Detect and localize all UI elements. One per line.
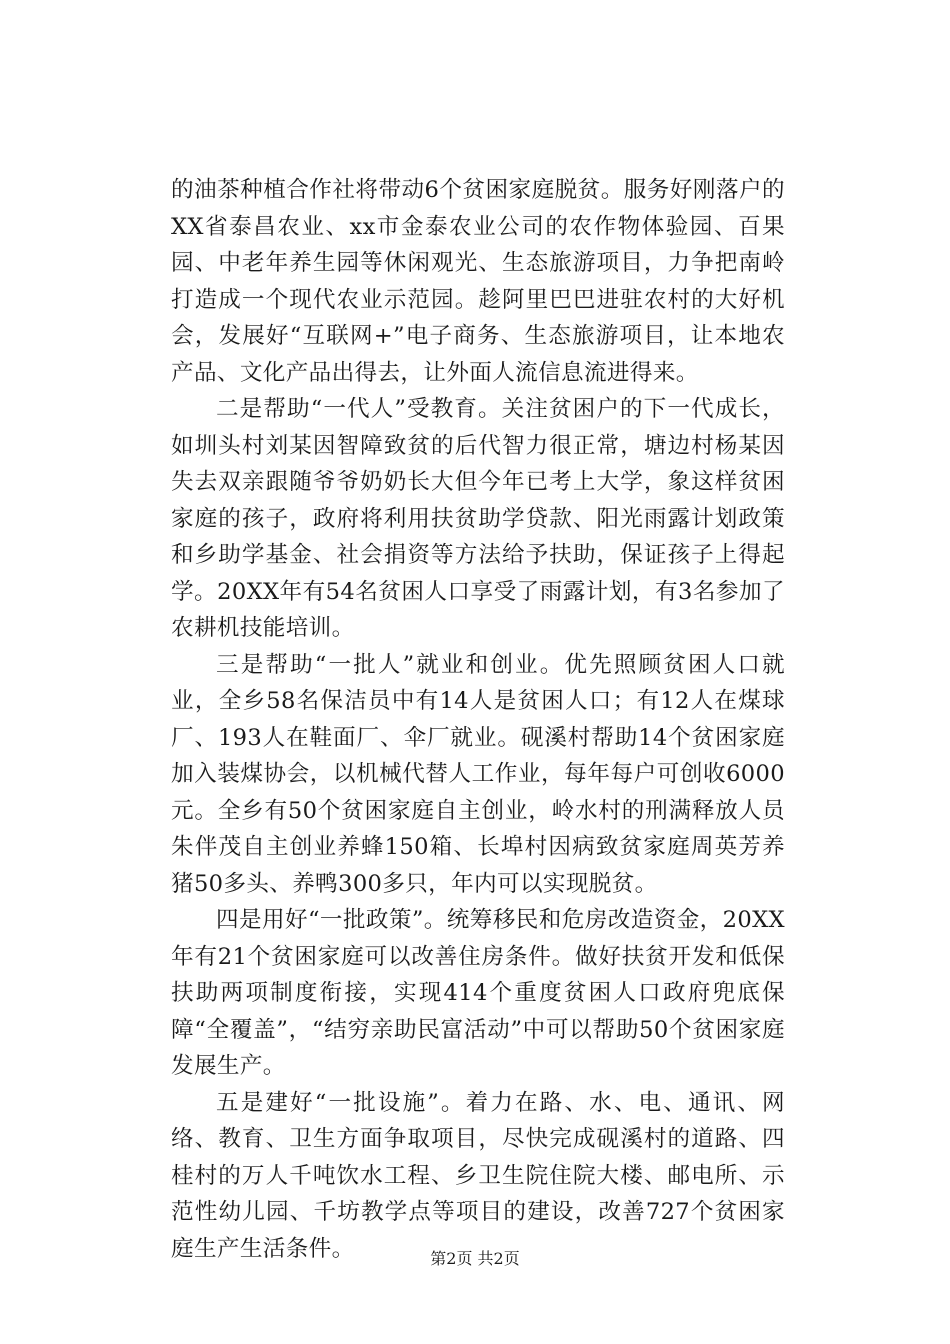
paragraph-education: 二是帮助“一代人”受教育。关注贫困户的下一代成长，如圳头村刘某因智障致贫的后代智力很正常，塘边村杨某因失去双亲跟随爷爷奶奶长大但今年已考上大学，象这样贫困家庭的孩子，政府将利用扶贫助学贷款、阳光雨露计划政策和乡助学基金、社会捐资等方法给予扶助，保证孩子上得起学。20XX年有54名贫困人口享受了雨露计划，有3名参加了农耕机技能培训。 (171, 396, 785, 641)
paragraph-continuation: 的油茶种植合作社将带动6个贫困家庭脱贫。服务好刚落户的XX省泰昌农业、xx市金泰农业公司的农作物体验园、百果园、中老年养生园等休闲观光、生态旅游项目，力争把南岭打造成一个现代农业示范园。趁阿里巴巴进驻农村的大好机会，发展好“互联网+”电子商务、生态旅游项目，让本地农产品、文化产品出得去，让外面人流信息流进得来。 (171, 177, 785, 386)
paragraph-employment: 三是帮助“一批人”就业和创业。优先照顾贫困人口就业，全乡58名保洁员中有14人是贫困人口；有12人在煤球厂、193人在鞋面厂、伞厂就业。砚溪村帮助14个贫困家庭加入装煤协会，以机械代替人工作业，每年每户可创收6000元。全乡有50个贫困家庭自主创业，岭水村的刑满释放人员朱伴茂自主创业养蜂150箱、长埠村因病致贫家庭周英芳养猪50多头、养鸭300多只，年内可以实现脱贫。 (171, 651, 785, 897)
paragraph-policy: 四是用好“一批政策”。统筹移民和危房改造资金，20XX年有21个贫困家庭可以改善住房条件。做好扶贫开发和低保扶助两项制度衔接，实现414个重度贫困人口政府兜底保障“全覆盖”，“结穷亲助民富活动”中可以帮助50个贫困家庭发展生产。 (171, 907, 785, 1079)
paragraph-facilities: 五是建好“一批设施”。着力在路、水、电、通讯、网络、教育、卫生方面争取项目，尽快完成砚溪村的道路、四桂村的万人千吨饮水工程、乡卫生院住院大楼、邮电所、示范性幼儿园、千坊教学点等项目的建设，改善727个贫困家庭生产生活条件。 (171, 1089, 785, 1262)
page-number-footer: 第2页 共2页 (430, 1249, 520, 1268)
document-body (171, 172, 785, 1267)
